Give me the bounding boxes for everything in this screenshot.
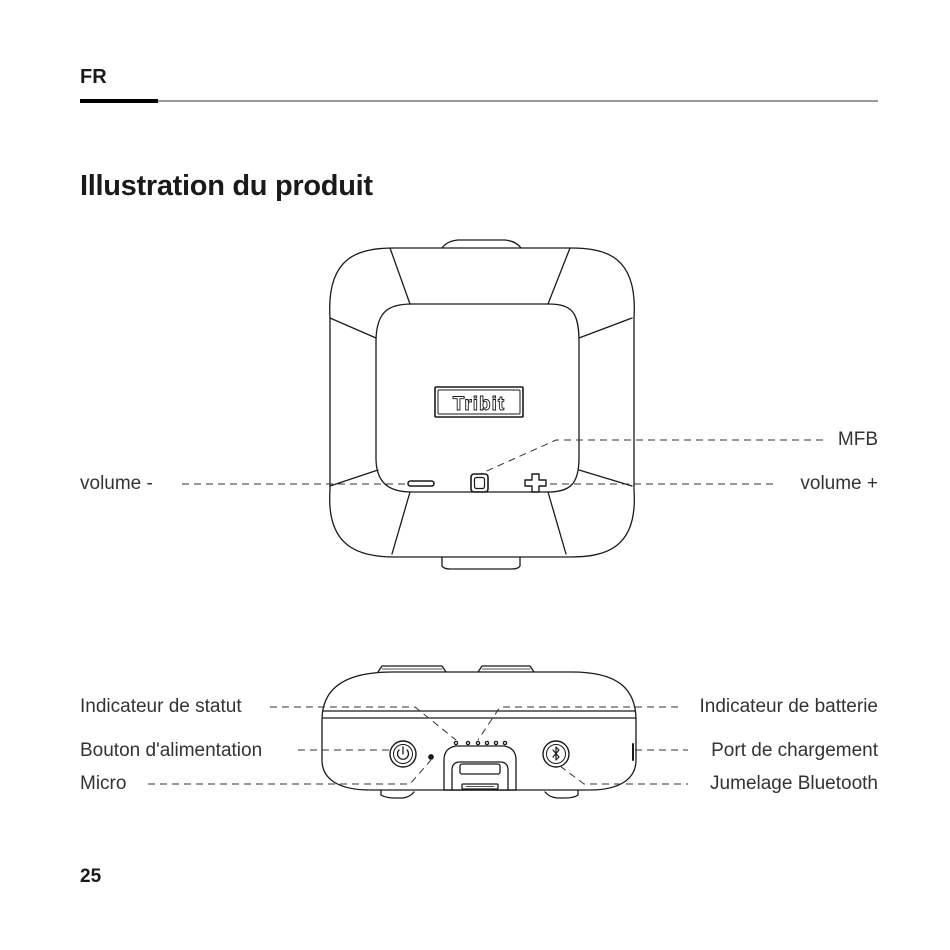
label-charging-port: Port de chargement [711,740,878,761]
label-micro: Micro [80,773,127,794]
label-volume-minus: volume - [80,473,153,494]
label-mfb: MFB [837,429,878,450]
label-battery-indicator: Indicateur de batterie [699,696,878,717]
tribit-logo: Tribit [452,394,506,415]
label-volume-plus: volume + [800,473,878,494]
label-status-indicator: Indicateur de statut [80,696,242,717]
page-title: Illustration du produit [80,170,373,202]
label-bluetooth-pairing: Jumelage Bluetooth [710,773,878,794]
page-number: 25 [80,866,102,887]
speaker-side-view [322,666,636,798]
led-dots [454,741,506,744]
label-power-button: Bouton d'alimentation [80,740,263,761]
language-label: FR [80,66,107,88]
